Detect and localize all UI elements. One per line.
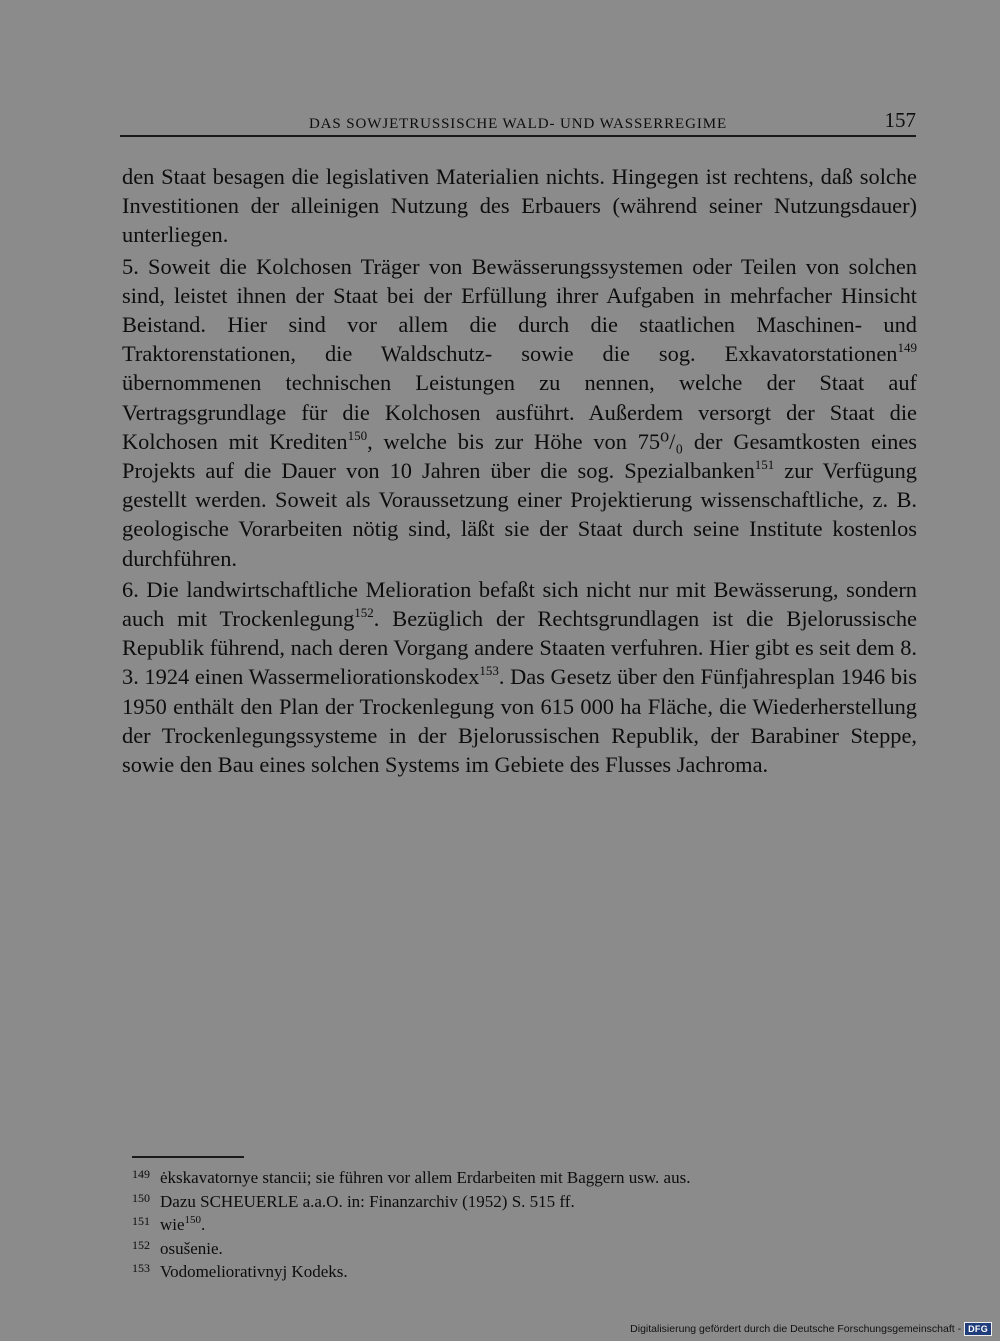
footnote-text: ėkskavatornye stancii; sie führen vor allem Erdarbeiten mit Baggern usw. aus. [160,1168,691,1187]
paragraph-6-part-b: . Bezüglich der Rechtsgrundlagen ist die Bjelorussische Republik führend, nach deren Vorgang andere Staaten verfuhren. Hier gibt es seit dem 8. 3. 1924 einen Wassermeliorationskodex [122,606,917,690]
paragraph-6 [122,575,917,779]
footnote-tail: . [201,1215,206,1235]
paragraph-5-part-c: , welche bis zur Höhe von 75⁰/₀ der Gesamtkosten eines Projekts auf die Dauer von 10 Jahren über die sog. Spezialbanken [122,428,917,484]
footnotes [132,1166,892,1284]
footnote-149: 149 ėkskavatornye stancii; sie führen vor allem Erdarbeiten mit Baggern usw. aus. [132,1167,691,1187]
paragraph-5-part-a: 5. Soweit die Kolchosen Träger von Bewässerungssystemen oder Teilen von solchen sind, leistet ihnen der Staat bei der Erfüllung ihrer Aufgaben in mehrfacher Hinsicht Beistand. Hier sind vor allem die durch die staatlichen Maschinen- und Traktorenstationen, die Waldschutz- sowie die sog. Exkavatorstationen [122,253,917,367]
footnote-cross-ref: 150 [184,1214,202,1227]
body-text [122,162,917,779]
paragraph-continuation: den Staat besagen die legislativen Materialien nichts. Hingegen ist rechtens, daß solche Investitionen der alleinigen Nutzung des Erbauers (während seiner Nutzungsdauer) unterliegen. [122,164,917,248]
page-number: 157 [884,108,916,132]
footnote-text: Vodomeliorativnyj Kodeks. [160,1262,348,1282]
dfg-logo: DFG [964,1322,992,1336]
footnote-150: 150 Dazu SCHEUERLE a.a.O. in: Finanzarchiv (1952) S. 515 ff. [132,1190,575,1211]
footnote-152: 152 osušenie. [132,1237,223,1258]
digitization-credit [630,1321,992,1337]
footnote-text: Dazu SCHEUERLE a.a.O. in: Finanzarchiv (1952) S. 515 ff. [160,1191,575,1211]
footnote-ref-151: 151 [754,457,775,473]
paragraph-6-part-c: . Das Gesetz über den Fünfjahresplan 1946 bis 1950 enthält den Plan der Trockenlegung von 615 000 ha Fläche, die Wiederherstellung der Trockenlegungssysteme in der Bjelorussischen Republik, der Barabiner Steppe, sowie den Bau eines solchen Systems im Gebiete des Flusses Jachroma. [122,664,918,778]
footnote-ref-152: 152 [354,605,374,621]
footnote-ref-153: 153 [479,663,499,679]
paragraph-5-part-d: zur Verfügung gestellt werden. Soweit als Voraussetzung einer Projektierung wissenschaftliche, z. B. geologische Vorarbeiten nötig sind, läßt sie der Staat durch seine Institute kostenlos durchführen. [122,458,917,571]
running-title: DAS SOWJETRUSSISCHE WALD- UND WASSERREGIME [308,116,728,132]
paragraph-6-part-a: 6. Die landwirtschaftliche Melioration befaßt sich nicht nur mit Bewässerung, sondern auch mit Trockenlegung [122,576,917,632]
footnote-text: osušenie. [160,1238,223,1258]
running-head [120,108,916,136]
credit-text: Digitalisierung gefördert durch die Deutsche Forschungsgemeinschaft - [630,1323,962,1335]
footnote-rule [132,1156,244,1158]
footnote-text: wie [160,1215,185,1235]
paragraph-5 [122,252,917,573]
footnote-ref-149: 149 [897,340,917,356]
header-rule [120,135,916,137]
footnote-151: 151 wie$^{150}$. [132,1214,206,1235]
footnote-153: 153 Vodomeliorativnyj Kodeks. [132,1261,348,1282]
paragraph-5-part-b: übernommenen technischen Leistungen zu nennen, welche der Staat auf Vertragsgrundlage für die Kolchosen ausführt. Außerdem versorgt der Staat die Kolchosen mit Krediten [122,370,917,454]
footnote-ref-150: 150 [347,427,368,443]
